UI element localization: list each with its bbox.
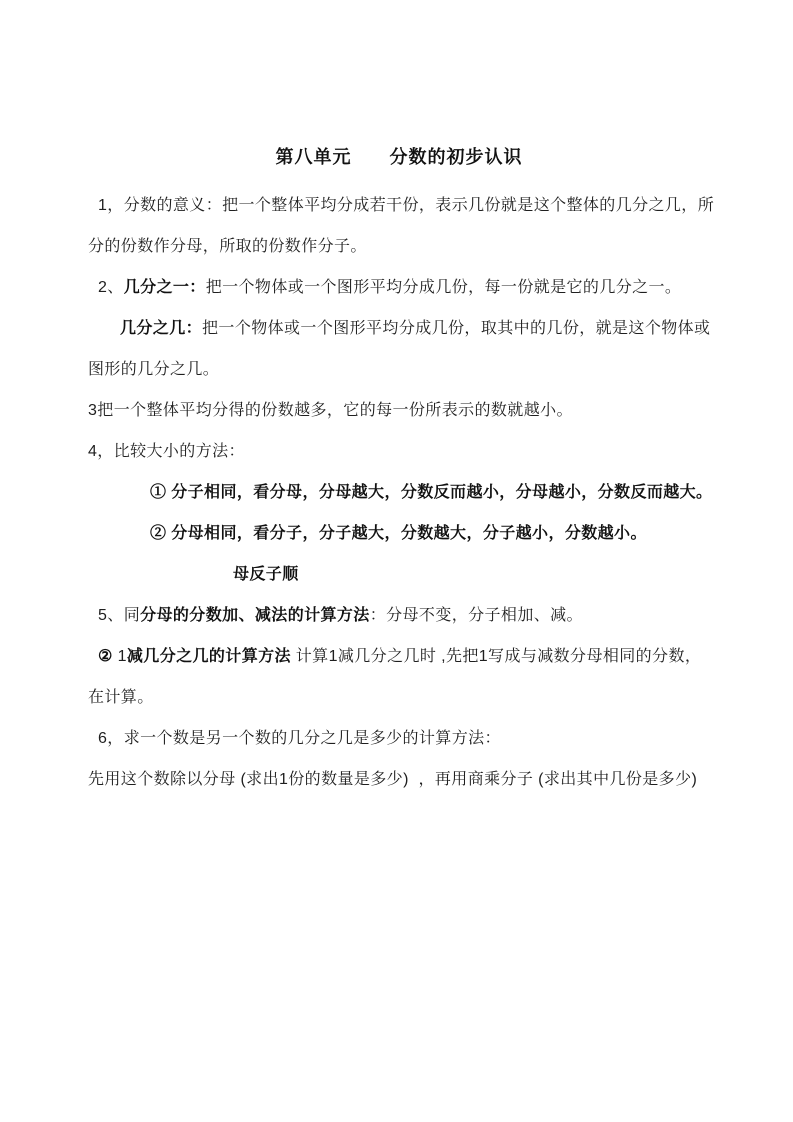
text-run: 图形的几分之几。 [88, 361, 220, 378]
text-run: 6，求一个数是另一个数的几分之几是多少的计算方法： [98, 730, 501, 747]
text-run: 分的份数作分母，所取的份数作分子。 [88, 238, 367, 255]
bold-text-run: ① 分子相同，看分母，分母越大，分数反而越小，分母越小，分数反而越大。 [150, 484, 713, 501]
text-run: 1 [117, 648, 127, 665]
text-run: 2、 [98, 279, 124, 296]
bold-text-run: ② [98, 648, 118, 665]
paragraph-line [150, 482, 713, 503]
bold-text-run: 减几分之几的计算方法 [126, 648, 291, 665]
text-run: 5、同 [98, 607, 141, 624]
paragraph-line [88, 359, 710, 380]
paragraph-line [98, 605, 710, 626]
paragraph-line [88, 400, 710, 421]
text-run: 先用这个数除以分母 (求出1份的数量是多少) ，再用商乘分子 (求出其中几份是多少) [88, 771, 698, 788]
text-run: ：分母不变，分子相加、减。 [369, 607, 583, 624]
paragraph-line [98, 728, 710, 749]
paragraph-line [120, 318, 710, 339]
paragraph-line [150, 523, 710, 544]
paragraph-line [88, 687, 710, 708]
paragraph-line [88, 441, 710, 462]
paragraph-line [88, 236, 710, 257]
text-run: 4，比较大小的方法： [88, 443, 245, 460]
text-run: 把一个物体或一个图形平均分成几份，取其中的几份，就是这个物体或 [202, 320, 711, 337]
bold-text-run: 几分之一： [123, 279, 206, 296]
text-run: 1，分数的意义：把一个整体平均分成若干份，表示几份就是这个整体的几分之几，所 [98, 197, 715, 214]
paragraph-line [233, 564, 710, 585]
document-title: 第八单元 分数的初步认识 [275, 147, 523, 167]
document-body [88, 195, 715, 790]
bold-text-run: 分母的分数加、减法的计算方法 [140, 607, 370, 624]
bold-text-run: 几分之几： [120, 320, 203, 337]
text-run: 计算1减几分之几时 ,先把1写成与减数分母相同的分数， [290, 648, 702, 665]
paragraph-line [88, 769, 710, 790]
paragraph-line [98, 646, 710, 667]
text-run: 把一个物体或一个图形平均分成几份，每一份就是它的几分之一。 [205, 279, 682, 296]
text-run: 在计算。 [88, 689, 154, 706]
paragraph-line [98, 195, 715, 216]
paragraph-line [98, 277, 710, 298]
document-content [88, 146, 715, 810]
bold-text-run: ② 分母相同，看分子，分子越大，分数越大，分子越小，分数越小。 [150, 525, 647, 542]
bold-text-run: 母反子顺 [233, 566, 299, 583]
text-run: 3把一个整体平均分得的份数越多，它的每一份所表示的数就越小。 [88, 402, 573, 419]
